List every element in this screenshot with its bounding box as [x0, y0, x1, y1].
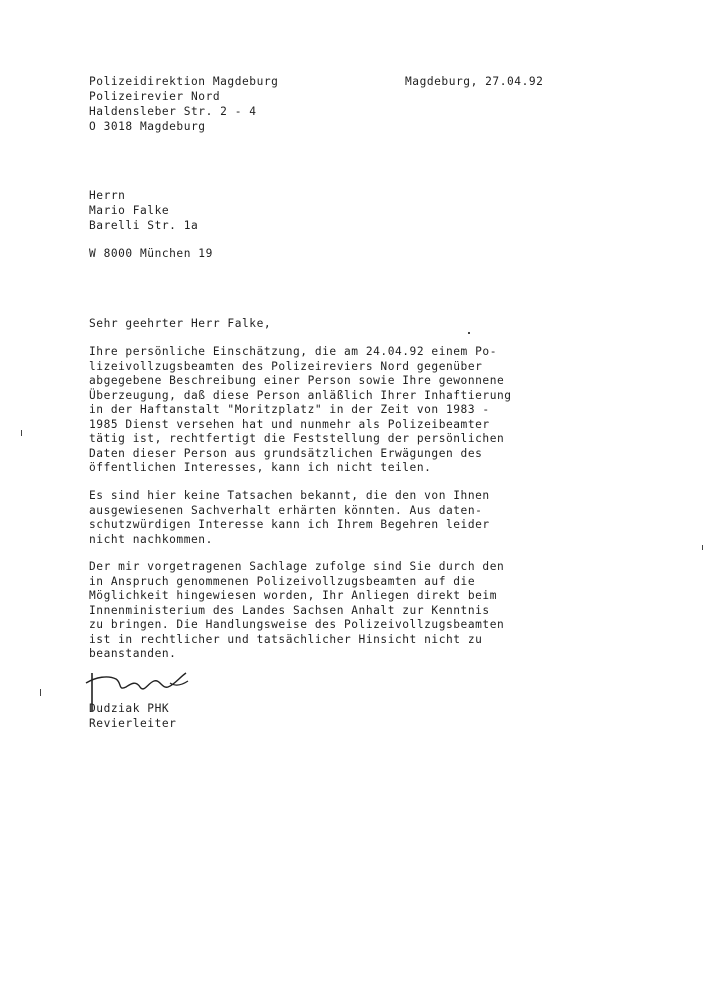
signatory-title: Revierleiter — [89, 717, 177, 730]
paragraph-line: in Anspruch genommenen Polizeivollzugsbeamten auf die — [89, 574, 476, 588]
paragraph-line: Es sind hier keine Tatsachen bekannt, die den von Ihnen — [89, 489, 490, 502]
sender-line-street: Haldensleber Str. 2 - 4 — [89, 105, 257, 118]
paragraph-line: Daten dieser Person aus grundsätzlichen Erwägungen des — [89, 446, 483, 460]
paragraph-line: abgegebene Beschreibung einer Person sowie Ihre gewonnene — [89, 374, 505, 387]
recipient-street: Barelli Str. 1a — [89, 219, 199, 232]
paragraph-referral — [89, 560, 589, 662]
greeting: Sehr geehrter Herr Falke, — [89, 317, 272, 330]
paragraph-line: Innenministerium des Landes Sachsen Anhalt zur Kenntnis — [89, 603, 490, 617]
paragraph-line: öffentlichen Interesses, kann ich nicht teilen. — [89, 461, 432, 474]
sender-line-authority: Polizeidirektion Magdeburg — [89, 75, 279, 88]
paragraph-assessment — [89, 345, 589, 476]
recipient-city: W 8000 München 19 — [89, 247, 213, 260]
paragraph-line: nicht nachkommen. — [89, 532, 213, 546]
paragraph-line: schutzwürdigen Interesse kann ich Ihrem Begehren leider — [89, 518, 490, 531]
paragraph-line: Ihre persönliche Einschätzung, die am 24.04.92 einem Po- — [89, 345, 497, 358]
paragraph-line: in der Haftanstalt "Moritzplatz" in der Zeit von 1983 - — [89, 403, 490, 416]
recipient-name: Mario Falke — [89, 204, 170, 217]
sender-line-office: Polizeirevier Nord — [89, 90, 221, 103]
scan-speck — [468, 332, 470, 334]
paragraph-facts — [89, 489, 589, 547]
paragraph-line: Möglichkeit hingewiesen worden, Ihr Anliegen direkt beim — [89, 589, 497, 602]
sender-line-city: O 3018 Magdeburg — [89, 120, 206, 133]
place-date: Magdeburg, 27.04.92 — [405, 75, 544, 88]
paragraph-line: beanstanden. — [89, 647, 177, 660]
paragraph-line: 1985 Dienst versehen hat und nunmehr als Polizeibeamter — [89, 417, 490, 431]
scan-speck — [702, 545, 703, 550]
recipient-salutation: Herrn — [89, 189, 126, 202]
paragraph-line: tätig ist, rechtfertigt die Feststellung der persönlichen — [89, 432, 505, 445]
paragraph-line: ausgewiesenen Sachverhalt erhärten könnten. Aus daten- — [89, 503, 483, 517]
paragraph-line: Überzeugung, daß diese Person anläßlich Ihrer Inhaftierung — [89, 388, 512, 402]
signatory-name: Dudziak PHK — [89, 702, 170, 715]
paragraph-line: lizeivollzugsbeamten des Polizeireviers Nord gegenüber — [89, 359, 483, 373]
paragraph-line: ist in rechtlicher und tatsächlicher Hinsicht nicht zu — [89, 632, 483, 646]
scan-speck — [21, 430, 22, 436]
paragraph-line: zu bringen. Die Handlungsweise des Polizeivollzugsbeamten — [89, 618, 505, 631]
scan-speck — [40, 689, 41, 696]
paragraph-line: Der mir vorgetragenen Sachlage zufolge sind Sie durch den — [89, 560, 505, 573]
